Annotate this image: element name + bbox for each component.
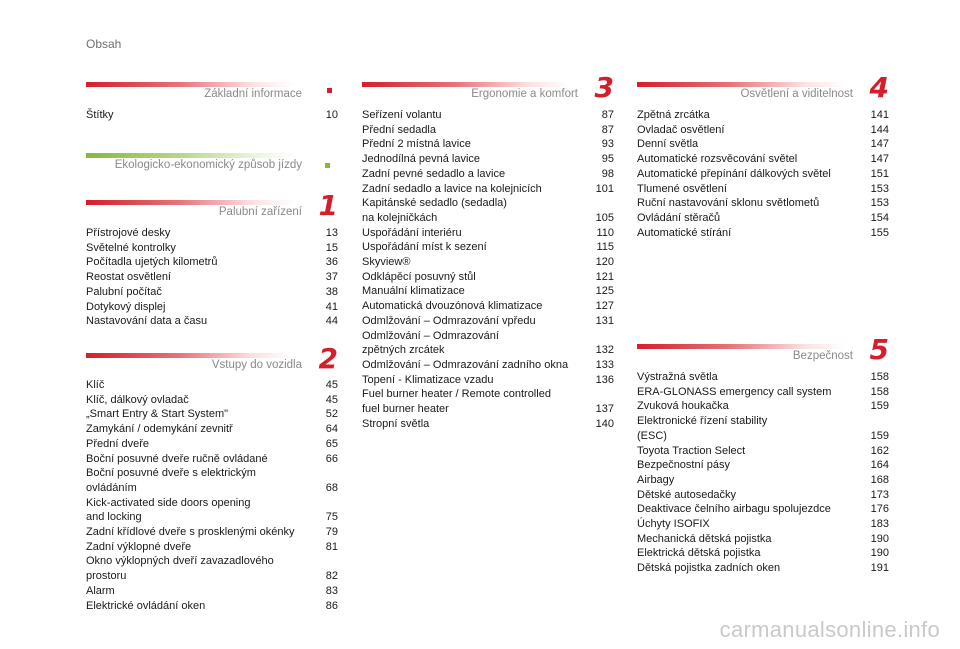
section-title: Základní informace: [204, 88, 302, 100]
toc-entry-label: Štítky: [86, 109, 114, 121]
toc-entry-label: Světelné kontrolky: [86, 241, 176, 254]
toc-entry[interactable]: [637, 473, 889, 488]
toc-entry[interactable]: [86, 285, 338, 300]
entry-list: [86, 378, 338, 613]
toc-entry[interactable]: [637, 123, 889, 138]
toc-entry-label: Automatické stírání: [637, 226, 732, 239]
toc-entry[interactable]: [86, 422, 338, 437]
toc-entry[interactable]: [86, 466, 338, 495]
toc-entry-page: 158: [870, 385, 889, 398]
toc-entry[interactable]: [86, 584, 338, 599]
toc-entry-page: 66: [325, 452, 338, 465]
toc-entry-page: 147: [870, 153, 889, 166]
toc-entry-page: 158: [870, 371, 889, 383]
toc-entry-page: 65: [325, 437, 338, 450]
toc-entry-page: 147: [870, 138, 889, 151]
toc-entry-page: 45: [325, 393, 338, 406]
section-header: [86, 151, 338, 177]
toc-entry-page: 41: [325, 300, 338, 313]
toc-entry-page: 87: [601, 109, 614, 121]
section-header: [86, 342, 338, 377]
toc-entry-label: Fuel burner heater / Remote controlled fuel burner heater: [362, 388, 551, 416]
section-access: [86, 342, 338, 613]
toc-entry-page: 136: [595, 373, 614, 386]
toc-entry-label: Kick-activated side doors opening and locking: [86, 496, 251, 524]
toc-entry-label: Přístrojové desky: [86, 227, 171, 239]
toc-entry[interactable]: [86, 270, 338, 285]
toc-entry-label: Topení - Klimatizace vzadu: [362, 373, 494, 386]
toc-entry[interactable]: [86, 452, 338, 467]
toc-entry[interactable]: [86, 407, 338, 422]
toc-entry[interactable]: [637, 167, 889, 182]
toc-entry[interactable]: [362, 240, 614, 255]
toc-entry-label: Bezpečnostní pásy: [637, 459, 730, 472]
toc-entry-page: 75: [325, 511, 338, 524]
toc-entry[interactable]: [362, 358, 614, 373]
toc-entry-label: Dětské autosedačky: [637, 488, 737, 501]
section-title: Ekologicko-ekonomický způsob jízdy: [114, 159, 302, 171]
toc-entry-label: Manuální klimatizace: [362, 285, 465, 298]
toc-entry[interactable]: [362, 255, 614, 270]
toc-entry-page: 141: [870, 109, 889, 121]
toc-entry[interactable]: [86, 393, 338, 408]
toc-entry-label: Boční posuvné dveře s elektrickým ovládáním: [86, 467, 256, 494]
toc-entry-label: „Smart Entry & Start System": [86, 408, 229, 421]
toc-entry-label: Elektrické ovládání oken: [86, 599, 206, 612]
section-header: [637, 71, 889, 106]
toc-entry-label: Zvuková houkačka: [637, 400, 729, 413]
toc-entry[interactable]: [86, 300, 338, 315]
toc-entry[interactable]: [362, 137, 614, 152]
section-bar: [362, 82, 570, 87]
toc-entry-label: Boční posuvné dveře ručně ovládané: [86, 452, 268, 465]
toc-entry-page: 45: [325, 379, 338, 391]
toc-entry-page: 162: [870, 444, 889, 457]
section-header: [86, 80, 338, 106]
toc-entry[interactable]: [362, 196, 614, 225]
toc-entry-label: Přední sedadla: [362, 123, 436, 136]
toc-entry-label: Automatické přepínání dálkových světel: [637, 167, 831, 180]
toc-entry-page: 151: [870, 167, 889, 180]
toc-entry[interactable]: [86, 378, 338, 393]
toc-entry-page: 173: [870, 488, 889, 501]
section-bar: [86, 153, 294, 158]
section-title: Palubní zařízení: [218, 206, 302, 218]
toc-entry[interactable]: [362, 226, 614, 241]
toc-entry-page: 105: [595, 211, 614, 224]
toc-entry-label: Automatická dvouzónová klimatizace: [362, 300, 543, 313]
toc-entry-label: Přední 2 místná lavice: [362, 138, 471, 151]
toc-entry-label: Toyota Traction Select: [637, 444, 746, 457]
toc-entry-page: 155: [870, 226, 889, 239]
toc-entry-label: ERA-GLONASS emergency call system: [637, 385, 832, 398]
toc-entry[interactable]: [637, 458, 889, 473]
toc-entry[interactable]: [637, 196, 889, 211]
section-bar: [637, 344, 845, 349]
toc-entry-page: 168: [870, 473, 889, 486]
section-eco-driving: [86, 151, 338, 177]
toc-entry-page: 121: [595, 270, 614, 283]
entry-list: [86, 226, 338, 329]
toc-entry[interactable]: [637, 414, 889, 443]
section-number: 4: [869, 71, 889, 104]
section-number: 5: [869, 333, 889, 366]
section-title: Osvětlení a viditelnost: [740, 88, 853, 100]
toc-entry-label: Alarm: [86, 584, 115, 597]
toc-entry-label: Odmlžování – Odmrazování zpětných zrcátek: [362, 329, 499, 357]
toc-entry-label: Airbagy: [637, 473, 675, 486]
toc-entry-page: 190: [870, 532, 889, 545]
toc-entry[interactable]: [637, 108, 889, 123]
section-number: 1: [318, 189, 338, 222]
toc-entry-page: 36: [325, 256, 338, 269]
section-header: [637, 333, 889, 368]
entry-list: [637, 370, 889, 576]
toc-entry[interactable]: [362, 167, 614, 182]
toc-entry-label: Deaktivace čelního airbagu spolujezdce: [637, 503, 831, 516]
watermark: carmanualsonline.info: [719, 617, 940, 642]
toc-entry-label: Odmlžování – Odmrazování vpředu: [362, 314, 536, 327]
toc-entry-page: 86: [325, 599, 338, 612]
toc-entry[interactable]: [637, 561, 889, 576]
toc-entry-label: Dotykový displej: [86, 300, 166, 313]
section-instruments: [86, 189, 338, 329]
toc-entry-label: Zadní sedadlo a lavice na kolejnicích: [362, 182, 542, 195]
section-bar: [637, 82, 845, 87]
toc-entry-label: Přední dveře: [86, 437, 149, 450]
toc-entry-page: 153: [870, 182, 889, 195]
toc-entry[interactable]: [86, 525, 338, 540]
section-lighting: [637, 71, 889, 240]
toc-entry[interactable]: [86, 540, 338, 555]
section-title: Bezpečnost: [792, 350, 853, 362]
toc-entry-page: 93: [601, 138, 614, 151]
toc-entry-page: 159: [870, 400, 889, 413]
section-marker-icon: [327, 88, 332, 93]
toc-entry-page: 133: [595, 358, 614, 371]
toc-entry-label: Počítadla ujetých kilometrů: [86, 256, 218, 269]
toc-entry[interactable]: [362, 329, 614, 358]
toc-entry-label: Kapitánské sedadlo (sedadla) na kolejničkách: [362, 197, 507, 224]
toc-entry[interactable]: [637, 399, 889, 414]
section-number: 2: [318, 342, 338, 375]
entry-list: [637, 108, 889, 240]
toc-entry-page: 183: [870, 518, 889, 531]
toc-entry[interactable]: [86, 226, 338, 241]
toc-entry[interactable]: [637, 517, 889, 532]
toc-entry[interactable]: [637, 546, 889, 561]
toc-entry-label: Odmlžování – Odmrazování zadního okna: [362, 358, 569, 371]
section-header: [86, 189, 338, 224]
toc-entry-page: 140: [595, 417, 614, 430]
section-marker-icon: [325, 163, 330, 168]
section-basic-info: [86, 80, 338, 123]
toc-entry-page: 176: [870, 503, 889, 516]
toc-entry-label: Ruční nastavování sklonu světlometů: [637, 197, 820, 210]
toc-entry-label: Uspořádání míst k sezení: [362, 241, 487, 254]
toc-entry-label: Dětská pojistka zadních oken: [637, 562, 781, 575]
toc-entry-label: Seřízení volantu: [362, 109, 442, 121]
toc-entry-page: 154: [870, 211, 889, 224]
toc-entry-page: 131: [595, 314, 614, 327]
section-title: Ergonomie a komfort: [471, 88, 578, 100]
toc-entry-label: Jednodílná pevná lavice: [362, 153, 481, 166]
toc-entry-page: 38: [325, 285, 338, 298]
toc-entry-page: 79: [325, 526, 338, 539]
toc-entry[interactable]: [637, 152, 889, 167]
toc-entry[interactable]: [86, 437, 338, 452]
toc-entry-page: 83: [325, 584, 338, 597]
toc-entry[interactable]: [637, 385, 889, 400]
toc-entry-page: 127: [595, 300, 614, 313]
toc-entry-page: 95: [601, 153, 614, 166]
section-bar: [86, 200, 294, 205]
toc-entry-label: Ovladač osvětlení: [637, 123, 725, 136]
toc-entry-page: 125: [595, 285, 614, 298]
toc-entry-page: 190: [870, 547, 889, 560]
toc-entry-label: Denní světla: [637, 138, 699, 151]
toc-entry[interactable]: [86, 314, 338, 329]
toc-entry-page: 120: [595, 256, 614, 269]
toc-entry-page: 144: [870, 123, 889, 136]
toc-entry-page: 44: [325, 315, 338, 328]
toc-entry[interactable]: [637, 211, 889, 226]
section-bar: [86, 82, 294, 87]
toc-entry[interactable]: [637, 137, 889, 152]
toc-entry-page: 132: [595, 344, 614, 357]
toc-entry-page: 68: [325, 481, 338, 494]
toc-entry[interactable]: [637, 488, 889, 503]
section-header: [362, 71, 614, 106]
toc-entry[interactable]: [637, 226, 889, 241]
toc-entry-label: Elektrická dětská pojistka: [637, 547, 761, 560]
toc-entry-page: 159: [870, 429, 889, 442]
toc-entry-page: 115: [596, 241, 614, 254]
toc-entry[interactable]: [637, 502, 889, 517]
section-safety: [637, 333, 889, 576]
toc-entry-label: Úchyty ISOFIX: [637, 518, 710, 531]
toc-entry[interactable]: [362, 373, 614, 388]
toc-entry-label: Výstražná světla: [637, 371, 718, 383]
toc-entry[interactable]: [637, 370, 889, 385]
toc-entry[interactable]: [362, 182, 614, 197]
toc-entry-label: Uspořádání interiéru: [362, 226, 462, 239]
toc-entry[interactable]: [86, 241, 338, 256]
toc-entry-label: Okno výklopných dveří zavazadlového prostoru: [86, 555, 274, 583]
toc-entry-label: Zadní křídlové dveře s prosklenými okénky: [86, 526, 295, 539]
toc-entry-page: 64: [325, 423, 338, 436]
toc-entry-page: 10: [325, 109, 338, 121]
toc-entry-label: Zadní pevné sedadlo a lavice: [362, 167, 506, 180]
toc-entry-page: 101: [595, 182, 614, 195]
toc-entry-label: Zadní výklopné dveře: [86, 540, 192, 553]
toc-entry[interactable]: [362, 387, 614, 416]
section-ergonomics: [362, 71, 614, 431]
toc-entry-label: Reostat osvětlení: [86, 271, 171, 284]
toc-entry-page: 15: [325, 241, 338, 254]
toc-entry[interactable]: [86, 108, 338, 123]
toc-entry[interactable]: [362, 417, 614, 432]
toc-entry-label: Zamykání / odemykání zevnitř: [86, 423, 233, 436]
section-bar: [86, 353, 294, 358]
toc-entry-page: 98: [601, 167, 614, 180]
toc-entry-page: 110: [596, 226, 614, 239]
toc-entry-label: Automatické rozsvěcování světel: [637, 153, 798, 166]
toc-entry[interactable]: [86, 554, 338, 583]
toc-entry-label: Palubní počítač: [86, 285, 162, 298]
toc-entry-label: Klíč: [86, 379, 105, 391]
toc-entry-label: Mechanická dětská pojistka: [637, 532, 772, 545]
toc-entry-page: 52: [325, 408, 338, 421]
toc-entry[interactable]: [362, 123, 614, 138]
toc-entry-label: Nastavování data a času: [86, 315, 208, 328]
section-number: 3: [594, 71, 614, 104]
toc-entry-label: Elektronické řízení stability (ESC): [637, 415, 768, 442]
toc-entry-label: Klíč, dálkový ovladač: [86, 393, 189, 406]
toc-entry[interactable]: [86, 496, 338, 525]
toc-entry[interactable]: [86, 255, 338, 270]
toc-entry-page: 153: [870, 197, 889, 210]
toc-entry-label: Stropní světla: [362, 417, 430, 430]
toc-entry[interactable]: [637, 182, 889, 197]
toc-entry[interactable]: [362, 284, 614, 299]
toc-entry-label: Tlumené osvětlení: [637, 182, 727, 195]
toc-entry[interactable]: [362, 314, 614, 329]
toc-entry[interactable]: [362, 108, 614, 123]
toc-entry-label: Zpětná zrcátka: [637, 109, 710, 121]
toc-entry-page: 87: [601, 123, 614, 136]
toc-entry-page: 13: [325, 227, 338, 239]
toc-entry[interactable]: [362, 270, 614, 285]
toc-entry-page: 164: [870, 459, 889, 472]
page-heading: Obsah: [86, 37, 122, 51]
toc-entry-page: 137: [595, 403, 614, 416]
toc-entry[interactable]: [362, 152, 614, 167]
toc-entry[interactable]: [637, 444, 889, 459]
section-title: Vstupy do vozidla: [211, 359, 302, 371]
toc-entry-label: Odklápěcí posuvný stůl: [362, 270, 476, 283]
toc-entry-label: Ovládání stěračů: [637, 211, 721, 224]
toc-entry[interactable]: [637, 532, 889, 547]
entry-list: [86, 108, 338, 123]
toc-entry-page: 37: [325, 271, 338, 284]
toc-entry-page: 82: [325, 570, 338, 583]
toc-entry-page: 81: [325, 540, 338, 553]
toc-entry-label: Skyview®: [362, 256, 411, 269]
toc-entry-page: 191: [870, 562, 889, 575]
entry-list: [362, 108, 614, 431]
toc-entry[interactable]: [86, 599, 338, 614]
toc-entry[interactable]: [362, 299, 614, 314]
